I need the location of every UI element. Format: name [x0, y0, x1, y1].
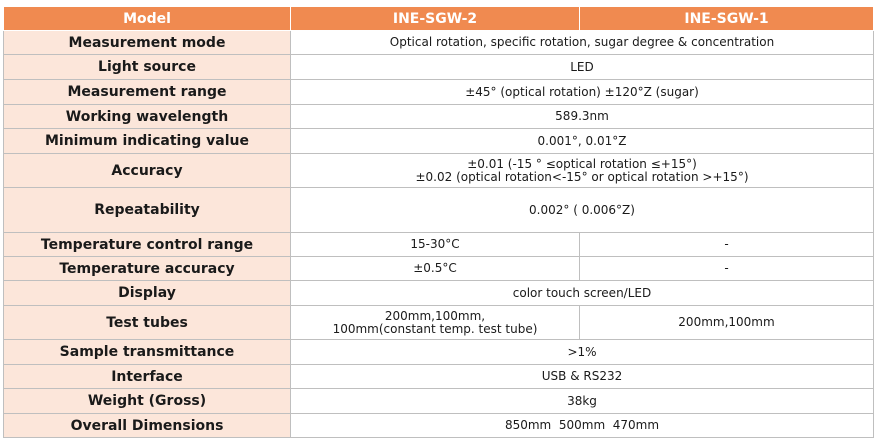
row-label: Sample transmittance: [4, 340, 291, 365]
row-label: Overall Dimensions: [4, 414, 291, 438]
row-label: Test tubes: [4, 306, 291, 340]
row-value-ine-sgw-1: -: [580, 257, 874, 281]
row-label: Working wavelength: [4, 105, 291, 129]
row-label: Temperature control range: [4, 233, 291, 257]
table-row: [4, 55, 874, 80]
row-value-ine-sgw-1: 200mm,100mm: [580, 306, 874, 340]
row-value: 0.002° ( 0.006°Z): [291, 188, 874, 233]
table-row: [4, 154, 874, 188]
row-value: [291, 154, 874, 188]
row-value: 0.001°, 0.01°Z: [291, 129, 874, 154]
header-model: Model: [4, 7, 291, 31]
row-label: Accuracy: [4, 154, 291, 188]
row-value: LED: [291, 55, 874, 80]
table-row: [4, 31, 874, 55]
row-label: Weight (Gross): [4, 389, 291, 414]
row-value: ±45° (optical rotation) ±120°Z (sugar): [291, 80, 874, 105]
row-label: Interface: [4, 365, 291, 389]
row-label: Light source: [4, 55, 291, 80]
table-row: [4, 340, 874, 365]
table-row: [4, 389, 874, 414]
table-row: [4, 80, 874, 105]
row-label: Repeatability: [4, 188, 291, 233]
header-ine-sgw-1: INE-SGW-1: [580, 7, 874, 31]
header-row: [4, 7, 874, 31]
row-value: 38kg: [291, 389, 874, 414]
row-value-ine-sgw-2: 15-30°C: [291, 233, 580, 257]
accuracy-line-1: ±0.01 (-15 ° ≤optical rotation ≤+15°): [467, 156, 697, 171]
row-value: 589.3nm: [291, 105, 874, 129]
row-value: >1%: [291, 340, 874, 365]
test-tubes-line-2: 100mm(constant temp. test tube): [332, 321, 538, 336]
row-label: Temperature accuracy: [4, 257, 291, 281]
row-value: Optical rotation, specific rotation, sugar degree & concentration: [291, 31, 874, 55]
table-row: [4, 105, 874, 129]
table-row: [4, 306, 874, 340]
row-label: Minimum indicating value: [4, 129, 291, 154]
table-row: [4, 365, 874, 389]
row-value: USB & RS232: [291, 365, 874, 389]
table-row: [4, 129, 874, 154]
accuracy-line-2: ±0.02 (optical rotation<-15° or optical rotation >+15°): [415, 169, 749, 184]
table-row: [4, 281, 874, 306]
table-row: [4, 188, 874, 233]
table-row: [4, 257, 874, 281]
row-value-ine-sgw-2: ±0.5°C: [291, 257, 580, 281]
row-value-ine-sgw-2: [291, 306, 580, 340]
table-row: [4, 233, 874, 257]
header-ine-sgw-2: INE-SGW-2: [291, 7, 580, 31]
row-value: 850mm 500mm 470mm: [291, 414, 874, 438]
row-label: Measurement mode: [4, 31, 291, 55]
test-tubes-line-1: 200mm,100mm,: [384, 308, 486, 323]
row-value-ine-sgw-1: -: [580, 233, 874, 257]
row-value: color touch screen/LED: [291, 281, 874, 306]
row-label: Display: [4, 281, 291, 306]
spec-table: [3, 6, 874, 438]
table-row: [4, 414, 874, 438]
row-label: Measurement range: [4, 80, 291, 105]
